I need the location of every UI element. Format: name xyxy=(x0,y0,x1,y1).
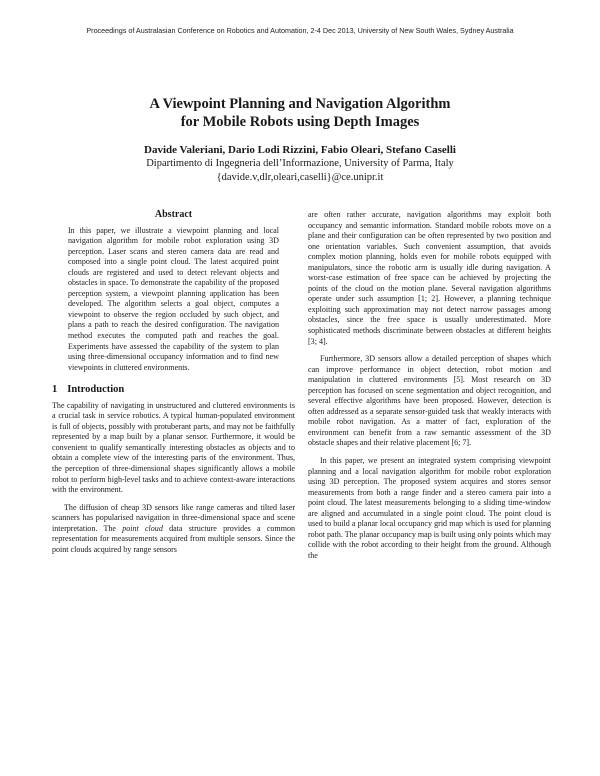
intro-paragraph-2 xyxy=(52,503,295,556)
intro-paragraph-1: The capability of navigating in unstructured and cluttered environments is a crucial task in service robotics. A typical human-populated environment is full of objects, possibly with protuberant parts, and may not be faithfully represented by a map built by a planar sensor. Furthermore, it would be convenient to qualify semantically interesting obstacles as objects and to obtain a complete view of the interesting parts of the environment. Thus, the perception of three-dimensional shapes significantly allows a mobile robot to perform high-level tasks and to achieve context-aware interactions with the environment. xyxy=(52,400,295,495)
section-title: Introduction xyxy=(67,384,125,396)
intro-paragraph-5: In this paper, we present an integrated system comprising viewpoint planning and a local navigation algorithm for mobile robot exploration using 3D perception. The proposed system acquires and stores sensor measurements from both a range finder and a stereo camera pair into a point cloud. The latest measurements belonging to a sliding time-window are aligned and accumulated in a single point cloud. The point cloud is used to build a planar local occupancy grid map which is used for planning robot path. The planar occupancy map is built using only points which may collide with the robot according to their height from the ground. Although the xyxy=(308,456,551,560)
intro-paragraph-3: are often rather accurate, navigation algorithms may exploit both occupancy and semantic information. Standard mobile robots move on a plane and their configuration can be often represented by two position and one orientation variables. Such convenient assumption, that avoids complex motion planning, holds even for mobile robots equipped with manipulators, since the robotic arm is usually idle during navigation. A worst-case estimation of free space can be achieved by projecting the points of the cloud on the motion plane. Several navigation algorithms operate under such assumption [1; 2]. However, a planning technique exploiting such approximation may not detect narrow passages among obstacles, since the free space is usually underestimated. More sophisticated methods discriminate between obstacles at different heights [3; 4]. xyxy=(308,210,551,346)
intro-p2-start: The diffusion of cheap 3D sensors like range cameras and tilted laser scanners has popularised navigation in three-dimensional space and scene interpretation. The xyxy=(52,502,295,533)
affiliation: Dipartimento di Ingegneria dell’Informazione, University of Parma, Italy xyxy=(146,158,454,169)
paper-title xyxy=(60,95,540,131)
intro-paragraph-4: Furthermore, 3D sensors allow a detailed perception of shapes which can improve performance in object detection, robot motion and manipulation in cluttered environments [5]. Most research on 3D perception has focused on scene segmentation and object recognition, and several effective algorithms have been proposed. However, detection is often addressed as a separate sensor-guided task that weakly interacts with mobile robot navigation. As a matter of fact, exploration of the environment can benefit from a raw semantic assessment of the 3D obstacle shapes and their relative placement [6; 7]. xyxy=(308,354,551,448)
title-line-2: for Mobile Robots using Depth Images xyxy=(180,114,420,130)
left-column xyxy=(52,210,295,555)
title-line-1: A Viewpoint Planning and Navigation Algorithm xyxy=(149,96,451,112)
section-number: 1 xyxy=(52,384,58,396)
abstract-body: In this paper, we illustrate a viewpoint planning and local navigation algorithm for mobile robot exploration using 3D perception. Laser scans and stereo camera data are read and composed into a single point cloud. The latest acquired point clouds are registered and used to detect relevant objects and obstacles in space. To demonstrate the capability of the proposed perception system, a viewpoint planning application has been developed. The algorithm selects a goal object, computes a viewpoint to observe the region occluded by such object, and plans a path to reach the desired configuration. The navigation method executes the computed path and reaches the goal. Experiments have assessed the capability of the system to plan using three-dimensional occupancy information and to find new viewpoints in cluttered environments. xyxy=(68,225,279,372)
intro-p2-end: data structure provides a common representation for measurements acquired from multiple sensors. Since the point clouds acquired by range sensors xyxy=(52,523,295,554)
right-column xyxy=(308,210,551,562)
author-emails: {davide.v,dlr,oleari,caselli}@ce.unipr.it xyxy=(216,172,384,183)
affiliation-block xyxy=(60,157,540,185)
author-list: Davide Valeriani, Dario Lodi Rizzini, Fabio Oleari, Stefano Caselli xyxy=(144,144,456,156)
intro-p2-emphasis: point cloud xyxy=(122,523,163,533)
abstract-heading: Abstract xyxy=(154,209,193,220)
section-heading-introduction xyxy=(52,385,295,396)
running-head: Proceedings of Australasian Conference on Robotics and Automation, 2-4 Dec 2013, University of New South Wales, Sydney Australia xyxy=(86,26,514,35)
